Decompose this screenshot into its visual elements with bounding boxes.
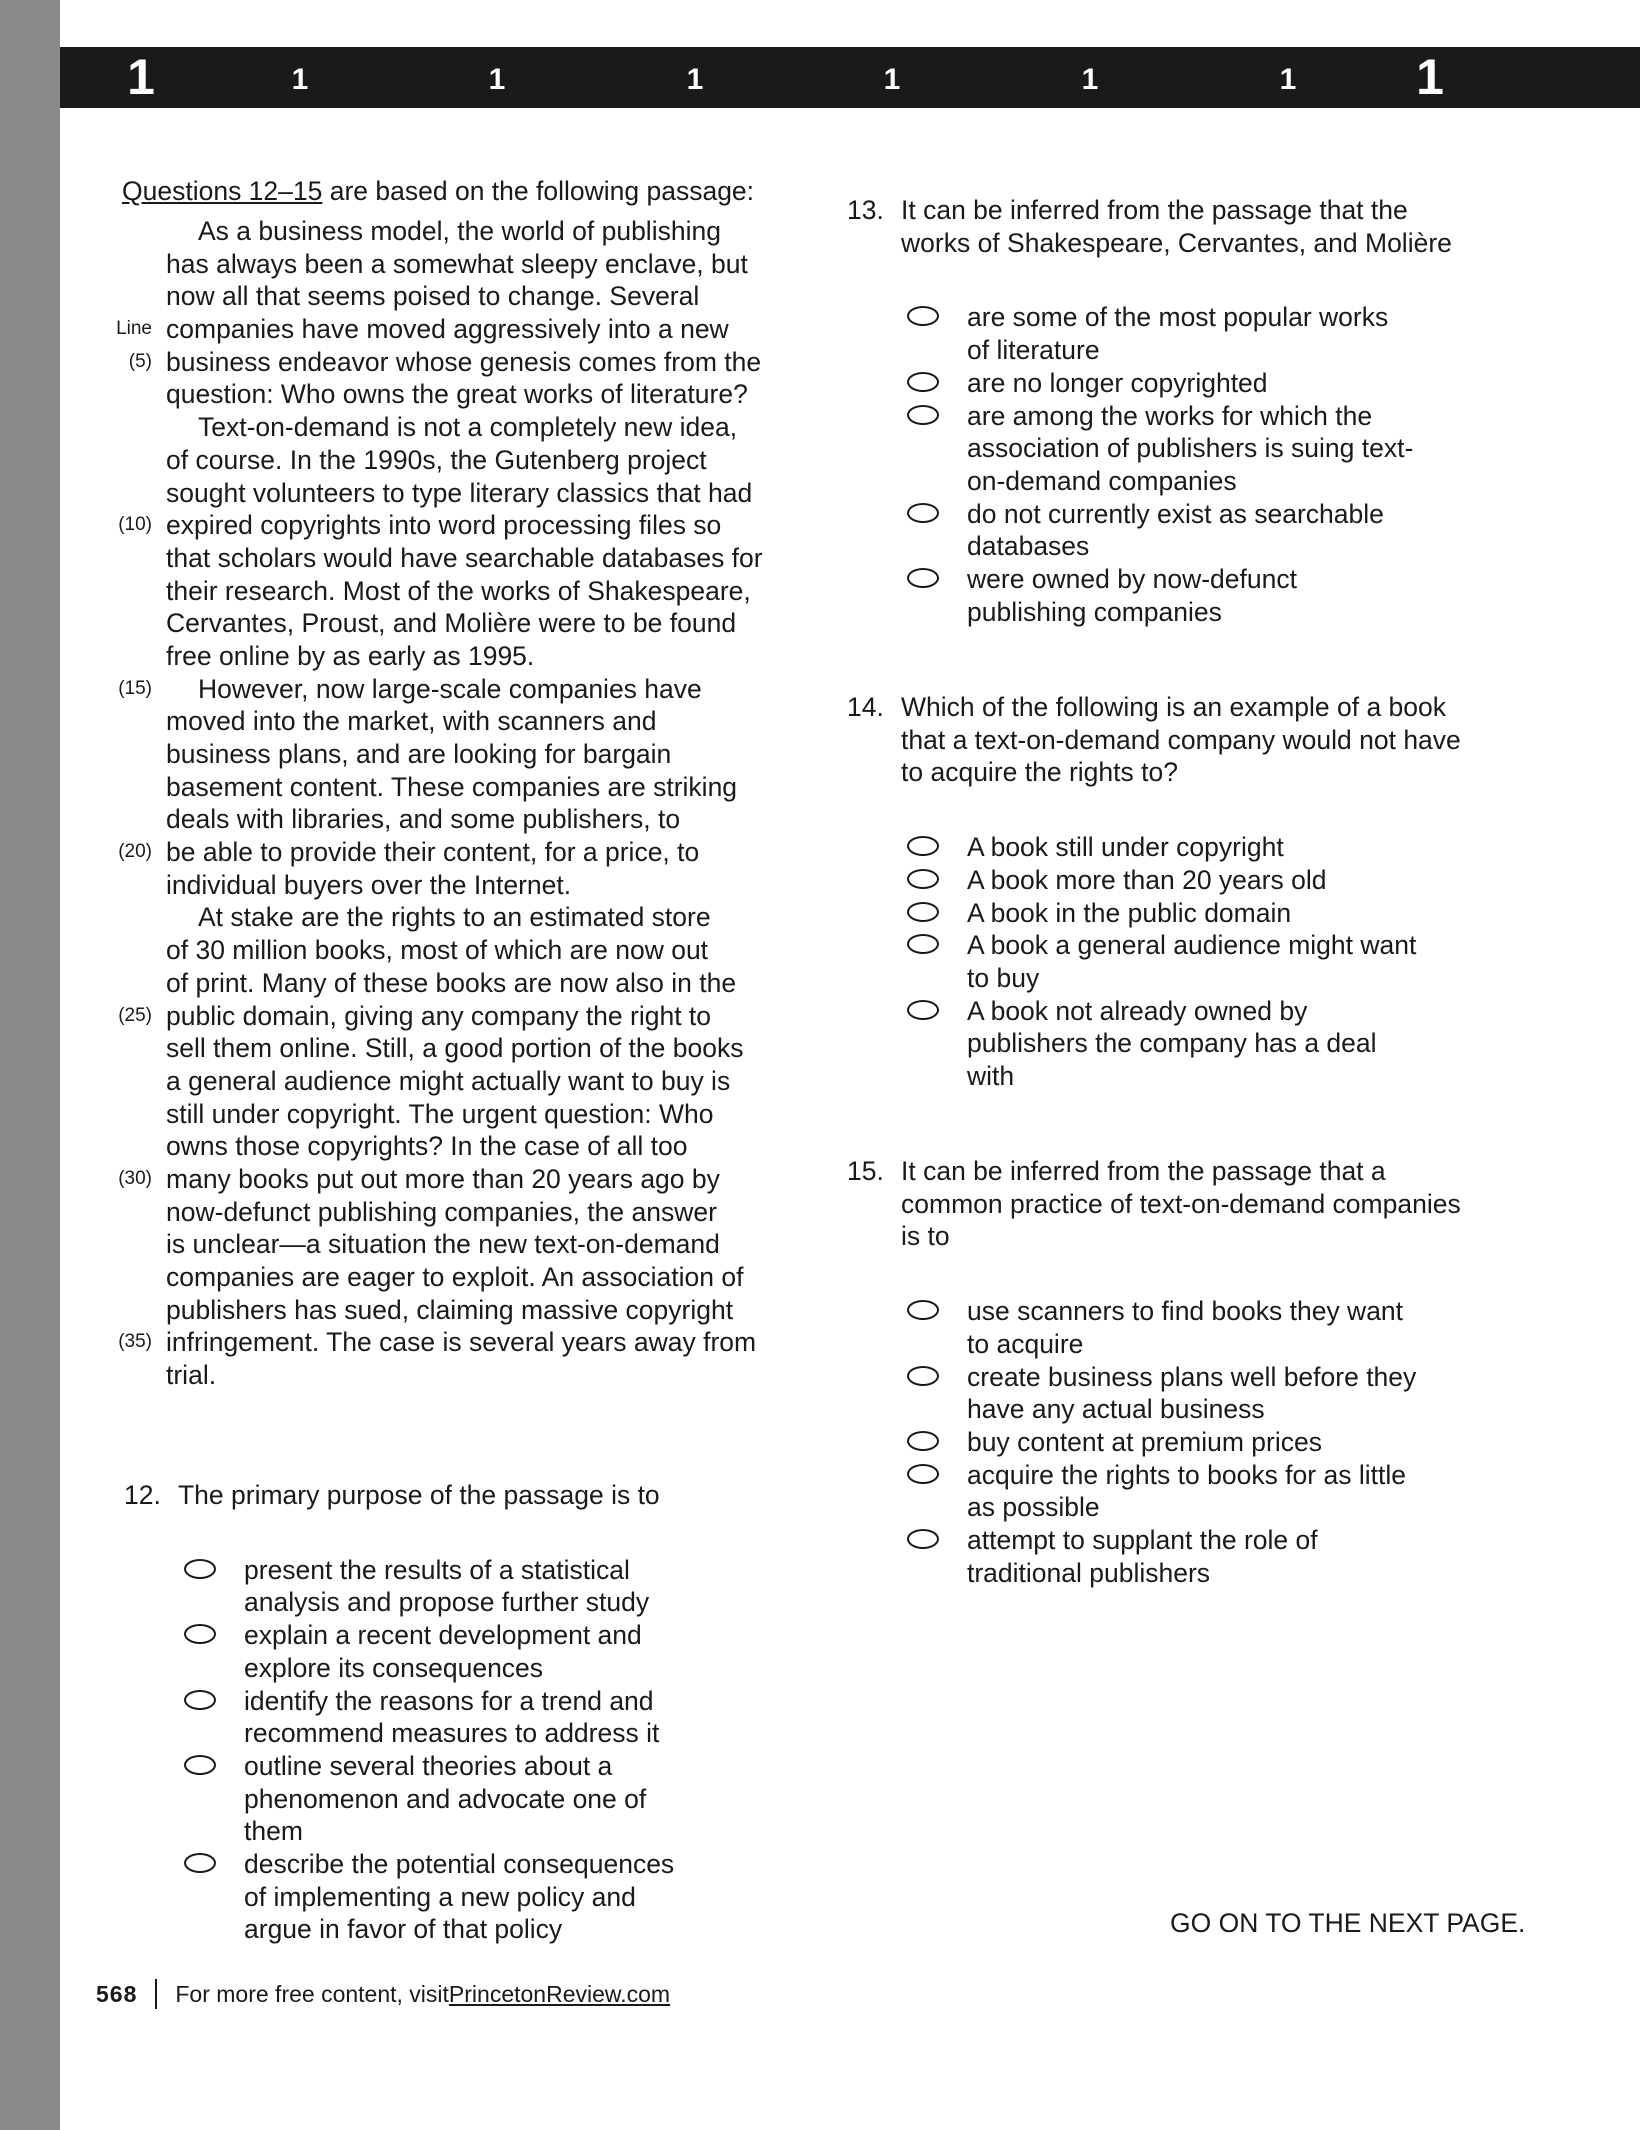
passage-line-text: However, now large-scale companies have (198, 673, 702, 704)
question-stem-line: It can be inferred from the passage that a (901, 1156, 1386, 1186)
passage-line (100, 1359, 800, 1392)
answer-choice-text: recommend measures to address it (244, 1718, 660, 1749)
passage-line (100, 1065, 800, 1098)
answer-choice-text: on-demand companies (967, 465, 1237, 496)
answer-choices (847, 301, 1452, 628)
answer-bubble[interactable] (907, 1000, 939, 1020)
question-number: 15. (847, 1156, 884, 1186)
passage-line-text: public domain, giving any company the right to (166, 1000, 712, 1031)
left-margin-strip (0, 0, 60, 2130)
line-number: (35) (118, 1331, 152, 1353)
line-number: Line (116, 318, 152, 340)
answer-choice[interactable] (907, 301, 1452, 366)
answer-bubble[interactable] (184, 1690, 216, 1710)
answer-choice-text: argue in favor of that policy (244, 1914, 563, 1945)
answer-choice[interactable] (907, 1295, 1461, 1360)
answer-choice[interactable] (184, 1685, 674, 1750)
answer-choice-text: publishers the company has a deal (967, 1028, 1377, 1059)
answer-choice-text: present the results of a statistical (244, 1554, 630, 1585)
answer-choice-text: publishing companies (967, 596, 1222, 627)
line-number: (10) (118, 514, 152, 536)
answer-choices (847, 1295, 1461, 1589)
answer-choice[interactable] (907, 1361, 1461, 1426)
answer-bubble[interactable] (907, 306, 939, 326)
passage-line (100, 640, 800, 673)
answer-choice-text: outline several theories about a (244, 1750, 613, 1781)
question-14 (847, 691, 1461, 1093)
answer-choice[interactable] (184, 1619, 674, 1684)
passage-line (100, 1032, 800, 1065)
answer-choice-text: phenomenon and advocate one of (244, 1783, 647, 1814)
question-stem-line: is to (901, 1221, 950, 1252)
answer-choice-text: them (244, 1816, 303, 1847)
passage-line (100, 673, 800, 706)
passage-line-text: business endeavor whose genesis comes from the (166, 346, 762, 377)
question-stem (124, 1479, 674, 1512)
question-stem (847, 194, 1452, 259)
passage-line (100, 378, 800, 411)
answer-choice-text: do not currently exist as searchable (967, 498, 1384, 529)
passage-line (100, 444, 800, 477)
answer-choice[interactable] (907, 831, 1461, 864)
answer-bubble[interactable] (907, 405, 939, 425)
answer-bubble[interactable] (907, 1529, 939, 1549)
passage-line (100, 215, 800, 248)
passage-line-text: publishers has sued, claiming massive copyright (166, 1294, 734, 1325)
question-15 (847, 1155, 1461, 1589)
answer-bubble[interactable] (907, 503, 939, 523)
question-13 (847, 194, 1452, 628)
passage-line-text: of print. Many of these books are now also in the (166, 967, 737, 998)
passage-line-text: free online by as early as 1995. (166, 640, 535, 671)
answer-choice-text: are among the works for which the (967, 400, 1373, 431)
footer-text: For more free content, visit (175, 1980, 449, 2007)
page-number: 568 (96, 1980, 138, 2007)
answer-choice-text: traditional publishers (967, 1557, 1211, 1588)
passage-line (100, 411, 800, 444)
question-number: 13. (847, 195, 884, 225)
section-number: 1 (291, 63, 309, 96)
answer-choice-text: A book still under copyright (967, 832, 1284, 863)
answer-choice-text: are some of the most popular works (967, 302, 1389, 333)
answer-choice[interactable] (907, 563, 1452, 628)
answer-choices (124, 1554, 674, 1946)
answer-choices (847, 831, 1461, 1093)
answer-choice-text: of implementing a new policy and (244, 1881, 636, 1912)
answer-choice-text: explore its consequences (244, 1652, 544, 1683)
answer-bubble[interactable] (907, 836, 939, 856)
footer-divider (155, 1979, 157, 2009)
passage-line-text: sell them online. Still, a good portion of the books (166, 1033, 744, 1064)
passage-line-text: that scholars would have searchable databases for (166, 542, 763, 573)
line-number: (30) (118, 1167, 152, 1189)
answer-choice-text: create business plans well before they (967, 1361, 1417, 1392)
answer-bubble[interactable] (184, 1624, 216, 1644)
passage-line (100, 1098, 800, 1131)
passage-line-text: trial. (166, 1360, 217, 1391)
passage-line-text: sought volunteers to type literary classics that had (166, 477, 753, 508)
answer-choice[interactable] (907, 1524, 1461, 1589)
passage-line (100, 738, 800, 771)
answer-choice-text: describe the potential consequences (244, 1849, 675, 1880)
passage-line (100, 575, 800, 608)
passage-line-text: a general audience might actually want to buy is (166, 1065, 731, 1096)
passage-line (100, 477, 800, 510)
answer-choice-text: with (967, 1061, 1015, 1092)
answer-choice[interactable] (907, 498, 1452, 563)
question-stem-line: Which of the following is an example of a book (901, 692, 1447, 722)
answer-bubble[interactable] (184, 1755, 216, 1775)
passage-line (100, 803, 800, 836)
passage-line-text: has always been a somewhat sleepy enclave, but (166, 248, 748, 279)
answer-choice-text: buy content at premium prices (967, 1426, 1322, 1457)
answer-choice[interactable] (184, 1554, 674, 1619)
passage-intro (122, 176, 800, 207)
passage-line-text: companies have moved aggressively into a new (166, 314, 729, 345)
passage-line-text: Text-on-demand is not a completely new idea, (198, 412, 738, 443)
section-number: 1 (686, 63, 704, 96)
passage-line-text: moved into the market, with scanners and (166, 706, 657, 737)
answer-choice[interactable] (907, 400, 1452, 498)
answer-bubble[interactable] (907, 1464, 939, 1484)
answer-choice-text: to buy (967, 962, 1040, 993)
answer-choice-text: explain a recent development and (244, 1620, 642, 1651)
answer-choice-text: to acquire (967, 1328, 1084, 1359)
question-stem (847, 1155, 1461, 1253)
passage-line (100, 1228, 800, 1261)
answer-bubble[interactable] (907, 372, 939, 392)
answer-bubble[interactable] (907, 1431, 939, 1451)
line-number: (20) (118, 841, 152, 863)
passage-line (100, 901, 800, 934)
answer-choice[interactable] (907, 367, 1452, 400)
passage-line-text: basement content. These companies are striking (166, 771, 738, 802)
section-number: 1 (1279, 63, 1297, 96)
passage-line (100, 280, 800, 313)
answer-choice-text: were owned by now-defunct (967, 564, 1297, 595)
question-range: Questions 12–15 (122, 176, 323, 206)
passage-line (100, 869, 800, 902)
answer-choice-text: identify the reasons for a trend and (244, 1685, 654, 1716)
answer-choice-text: A book more than 20 years old (967, 864, 1327, 895)
passage-line (100, 1196, 800, 1229)
question-stem-line: The primary purpose of the passage is to (178, 1480, 660, 1510)
passage-line (100, 934, 800, 967)
passage-lines (100, 215, 800, 1392)
answer-choice[interactable] (907, 1426, 1461, 1459)
footer-link[interactable]: PrincetonReview.com (448, 1980, 671, 2007)
page-footer (96, 1977, 670, 2011)
passage-line-text: now all that seems poised to change. Several (166, 281, 700, 312)
answer-choice-text: databases (967, 531, 1090, 562)
answer-choice-text: acquire the rights to books for as little (967, 1459, 1406, 1490)
passage-line-text: infringement. The case is several years away from (166, 1327, 757, 1358)
answer-choice[interactable] (907, 897, 1461, 930)
section-number: 1 (1416, 49, 1444, 105)
section-header-bar (60, 47, 1640, 108)
passage-line-text: many books put out more than 20 years ago by (166, 1163, 720, 1194)
passage-line (100, 1000, 800, 1033)
passage-line (100, 771, 800, 804)
answer-bubble[interactable] (907, 568, 939, 588)
passage-line-text: As a business model, the world of publishing (198, 216, 721, 246)
question-stem-line: It can be inferred from the passage that the (901, 195, 1408, 225)
passage-line-text: of course. In the 1990s, the Gutenberg project (166, 444, 707, 475)
question-number: 12. (124, 1480, 161, 1510)
passage-line (100, 1130, 800, 1163)
passage-line-text: their research. Most of the works of Shakespeare, (166, 575, 751, 606)
answer-choice-text: of literature (967, 335, 1100, 366)
answer-choice[interactable] (184, 1848, 674, 1946)
section-number: 1 (127, 49, 155, 105)
passage-line-text: owns those copyrights? In the case of all too (166, 1131, 688, 1162)
answer-choice-text: analysis and propose further study (244, 1587, 650, 1618)
passage-line-text: At stake are the rights to an estimated store (198, 902, 711, 933)
answer-bubble[interactable] (907, 1366, 939, 1386)
passage-line (100, 542, 800, 575)
passage-line (100, 1163, 800, 1196)
passage-line (100, 313, 800, 346)
passage-line (100, 509, 800, 542)
question-stem-line: common practice of text-on-demand companies (901, 1188, 1461, 1219)
answer-choice[interactable] (907, 995, 1461, 1093)
answer-choice[interactable] (184, 1750, 674, 1848)
question-stem-line: works of Shakespeare, Cervantes, and Molière (901, 227, 1452, 258)
passage-line (100, 705, 800, 738)
passage-line-text: now-defunct publishing companies, the answer (166, 1196, 717, 1227)
passage-line-text: still under copyright. The urgent question: Who (166, 1098, 714, 1129)
section-number: 1 (488, 63, 506, 96)
answer-choice[interactable] (907, 929, 1461, 994)
passage-line-text: is unclear—a situation the new text-on-demand (166, 1229, 720, 1260)
section-number: 1 (1081, 63, 1099, 96)
answer-choice-text: are no longer copyrighted (967, 367, 1268, 398)
answer-choice-text: use scanners to find books they want (967, 1296, 1404, 1327)
passage-line-text: companies are eager to exploit. An association of (166, 1262, 744, 1292)
passage-line-text: question: Who owns the great works of literature? (166, 379, 748, 410)
passage-line (100, 607, 800, 640)
passage-line-text: business plans, and are looking for bargain (166, 739, 672, 769)
passage-line (100, 836, 800, 869)
passage-line-text: expired copyrights into word processing files so (166, 510, 722, 541)
passage-line (100, 346, 800, 379)
answer-choice-text: A book not already owned by (967, 995, 1308, 1026)
question-stem-line: that a text-on-demand company would not have (901, 724, 1461, 755)
section-number: 1 (883, 63, 901, 96)
answer-bubble[interactable] (907, 1300, 939, 1320)
answer-bubble[interactable] (184, 1559, 216, 1579)
answer-choice-text: attempt to supplant the role of (967, 1525, 1318, 1556)
question-stem-line: to acquire the rights to? (901, 757, 1178, 788)
passage-line-text: of 30 million books, most of which are now out (166, 935, 709, 966)
reading-passage (100, 176, 800, 1392)
passage-line (100, 1294, 800, 1327)
passage-line (100, 1326, 800, 1359)
answer-bubble[interactable] (184, 1853, 216, 1873)
answer-choice[interactable] (907, 1459, 1461, 1524)
answer-bubble[interactable] (907, 869, 939, 889)
passage-line (100, 1261, 800, 1294)
answer-choice-text: have any actual business (967, 1394, 1265, 1425)
passage-line (100, 248, 800, 281)
go-on-notice: GO ON TO THE NEXT PAGE. (1170, 1908, 1526, 1938)
question-stem (847, 691, 1461, 789)
question-number: 14. (847, 692, 884, 722)
answer-choice-text: association of publishers is suing text- (967, 433, 1414, 464)
answer-choice[interactable] (907, 864, 1461, 897)
passage-line-text: deals with libraries, and some publishers, to (166, 804, 681, 835)
passage-line-text: be able to provide their content, for a price, to (166, 837, 700, 868)
line-number: (15) (118, 677, 152, 699)
intro-text: are based on the following passage: (322, 176, 755, 206)
answer-bubble[interactable] (907, 934, 939, 954)
answer-bubble[interactable] (907, 902, 939, 922)
answer-choice-text: as possible (967, 1492, 1100, 1523)
line-number: (25) (118, 1004, 152, 1026)
answer-choice-text: A book a general audience might want (967, 930, 1417, 961)
question-12 (124, 1479, 674, 1946)
line-number: (5) (128, 350, 152, 372)
passage-line-text: Cervantes, Proust, and Molière were to be found (166, 608, 737, 639)
passage-line-text: individual buyers over the Internet. (166, 869, 572, 900)
answer-choice-text: A book in the public domain (967, 897, 1292, 928)
passage-line (100, 967, 800, 1000)
